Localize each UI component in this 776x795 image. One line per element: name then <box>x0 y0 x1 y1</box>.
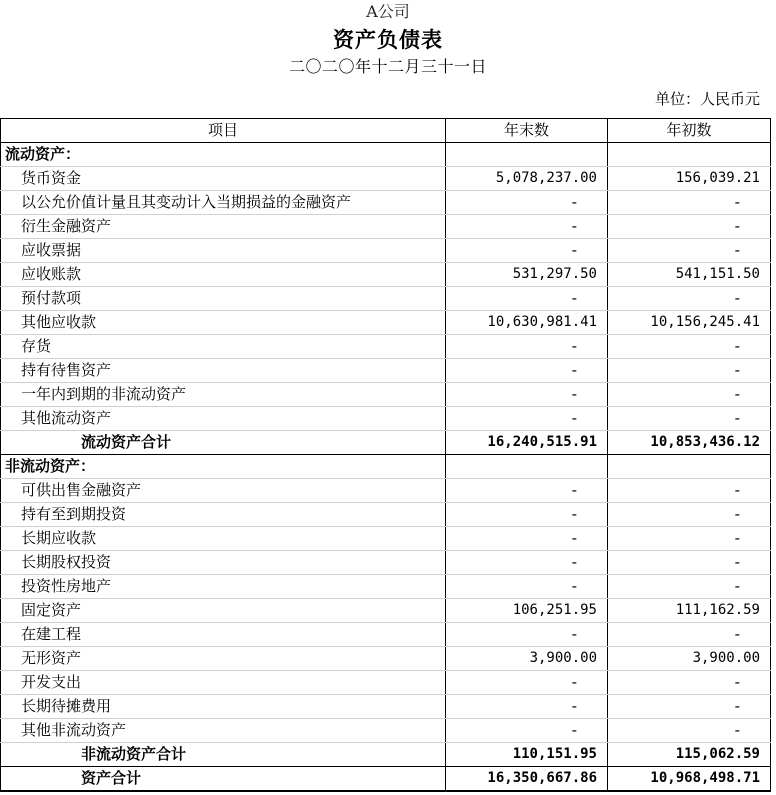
balance-sheet-table <box>0 118 771 792</box>
table-row <box>1 695 771 719</box>
table-row <box>1 407 771 431</box>
subtotal-year-end: 110,151.95 <box>446 743 608 767</box>
table-row <box>1 359 771 383</box>
year-end-value: - <box>446 191 608 215</box>
table-row <box>1 383 771 407</box>
column-header-year-begin: 年初数 <box>608 119 771 143</box>
item-name: 长期待摊费用 <box>1 695 446 719</box>
table-row <box>1 263 771 287</box>
year-begin-value: - <box>608 239 771 263</box>
year-begin-value: 111,162.59 <box>608 599 771 623</box>
year-begin-value: - <box>608 335 771 359</box>
year-end-value: - <box>446 719 608 743</box>
year-end-value: - <box>446 335 608 359</box>
empty-cell <box>608 455 771 479</box>
year-begin-value: - <box>608 191 771 215</box>
year-begin-value: - <box>608 503 771 527</box>
year-end-value: - <box>446 359 608 383</box>
year-begin-value: 3,900.00 <box>608 647 771 671</box>
table-row <box>1 527 771 551</box>
table-row <box>1 671 771 695</box>
grand-total-label: 资产合计 <box>1 767 446 792</box>
section-header-row <box>1 455 771 479</box>
item-name: 其他流动资产 <box>1 407 446 431</box>
year-end-value: - <box>446 407 608 431</box>
year-end-value: - <box>446 575 608 599</box>
year-begin-value: - <box>608 287 771 311</box>
subtotal-year-begin: 10,853,436.12 <box>608 431 771 455</box>
year-end-value: 10,630,981.41 <box>446 311 608 335</box>
item-name: 无形资产 <box>1 647 446 671</box>
year-begin-value: - <box>608 575 771 599</box>
item-name: 其他非流动资产 <box>1 719 446 743</box>
year-begin-value: - <box>608 479 771 503</box>
table-row <box>1 575 771 599</box>
item-name: 以公允价值计量且其变动计入当期损益的金融资产 <box>1 191 446 215</box>
empty-cell <box>446 455 608 479</box>
table-row <box>1 167 771 191</box>
year-end-value: - <box>446 479 608 503</box>
report-date: 二〇二〇年十二月三十一日 <box>288 57 487 76</box>
grand-total-year-begin: 10,968,498.71 <box>608 767 771 792</box>
item-name: 预付款项 <box>1 287 446 311</box>
currency-unit: 单位：人民币元 <box>654 90 760 108</box>
table-row <box>1 215 771 239</box>
year-begin-value: 10,156,245.41 <box>608 311 771 335</box>
year-end-value: - <box>446 623 608 647</box>
year-end-value: 531,297.50 <box>446 263 608 287</box>
column-header-year-end: 年末数 <box>446 119 608 143</box>
item-name: 持有至到期投资 <box>1 503 446 527</box>
section-label: 非流动资产： <box>1 455 446 479</box>
year-begin-value: - <box>608 671 771 695</box>
year-begin-value: - <box>608 359 771 383</box>
subtotal-row <box>1 743 771 767</box>
item-name: 其他应收款 <box>1 311 446 335</box>
section-header-row <box>1 143 771 167</box>
grand-total-row <box>1 767 771 792</box>
item-name: 在建工程 <box>1 623 446 647</box>
subtotal-year-end: 16,240,515.91 <box>446 431 608 455</box>
year-end-value: 3,900.00 <box>446 647 608 671</box>
column-header-item: 项目 <box>1 119 446 143</box>
item-name: 衍生金融资产 <box>1 215 446 239</box>
year-begin-value: - <box>608 383 771 407</box>
subtotal-label: 流动资产合计 <box>1 431 446 455</box>
table-body <box>1 143 771 792</box>
item-name: 持有待售资产 <box>1 359 446 383</box>
item-name: 开发支出 <box>1 671 446 695</box>
year-begin-value: - <box>608 527 771 551</box>
year-begin-value: - <box>608 695 771 719</box>
table-row <box>1 647 771 671</box>
table-row <box>1 287 771 311</box>
year-end-value: - <box>446 239 608 263</box>
year-end-value: - <box>446 671 608 695</box>
table-row <box>1 311 771 335</box>
item-name: 货币资金 <box>1 167 446 191</box>
year-end-value: 106,251.95 <box>446 599 608 623</box>
table-row <box>1 479 771 503</box>
table-row <box>1 551 771 575</box>
item-name: 长期应收款 <box>1 527 446 551</box>
item-name: 存货 <box>1 335 446 359</box>
grand-total-year-end: 16,350,667.86 <box>446 767 608 792</box>
item-name: 一年内到期的非流动资产 <box>1 383 446 407</box>
item-name: 应收票据 <box>1 239 446 263</box>
year-begin-value: 541,151.50 <box>608 263 771 287</box>
table-row <box>1 335 771 359</box>
year-begin-value: 156,039.21 <box>608 167 771 191</box>
year-begin-value: - <box>608 623 771 647</box>
subtotal-row <box>1 431 771 455</box>
year-end-value: - <box>446 551 608 575</box>
table-row <box>1 599 771 623</box>
table-row <box>1 623 771 647</box>
section-label: 流动资产： <box>1 143 446 167</box>
subtotal-label: 非流动资产合计 <box>1 743 446 767</box>
subtotal-year-begin: 115,062.59 <box>608 743 771 767</box>
year-end-value: - <box>446 503 608 527</box>
table-header-row <box>1 119 771 143</box>
item-name: 固定资产 <box>1 599 446 623</box>
item-name: 应收账款 <box>1 263 446 287</box>
year-end-value: 5,078,237.00 <box>446 167 608 191</box>
year-end-value: - <box>446 383 608 407</box>
item-name: 投资性房地产 <box>1 575 446 599</box>
year-end-value: - <box>446 527 608 551</box>
table-row <box>1 191 771 215</box>
empty-cell <box>446 143 608 167</box>
item-name: 长期股权投资 <box>1 551 446 575</box>
year-begin-value: - <box>608 407 771 431</box>
year-end-value: - <box>446 287 608 311</box>
empty-cell <box>608 143 771 167</box>
year-begin-value: - <box>608 551 771 575</box>
table-row <box>1 239 771 263</box>
year-end-value: - <box>446 215 608 239</box>
company-name: A公司 <box>366 2 410 21</box>
report-title: 资产负债表 <box>333 28 443 52</box>
item-name: 可供出售金融资产 <box>1 479 446 503</box>
year-begin-value: - <box>608 719 771 743</box>
table-row <box>1 503 771 527</box>
table-row <box>1 719 771 743</box>
year-end-value: - <box>446 695 608 719</box>
year-begin-value: - <box>608 215 771 239</box>
